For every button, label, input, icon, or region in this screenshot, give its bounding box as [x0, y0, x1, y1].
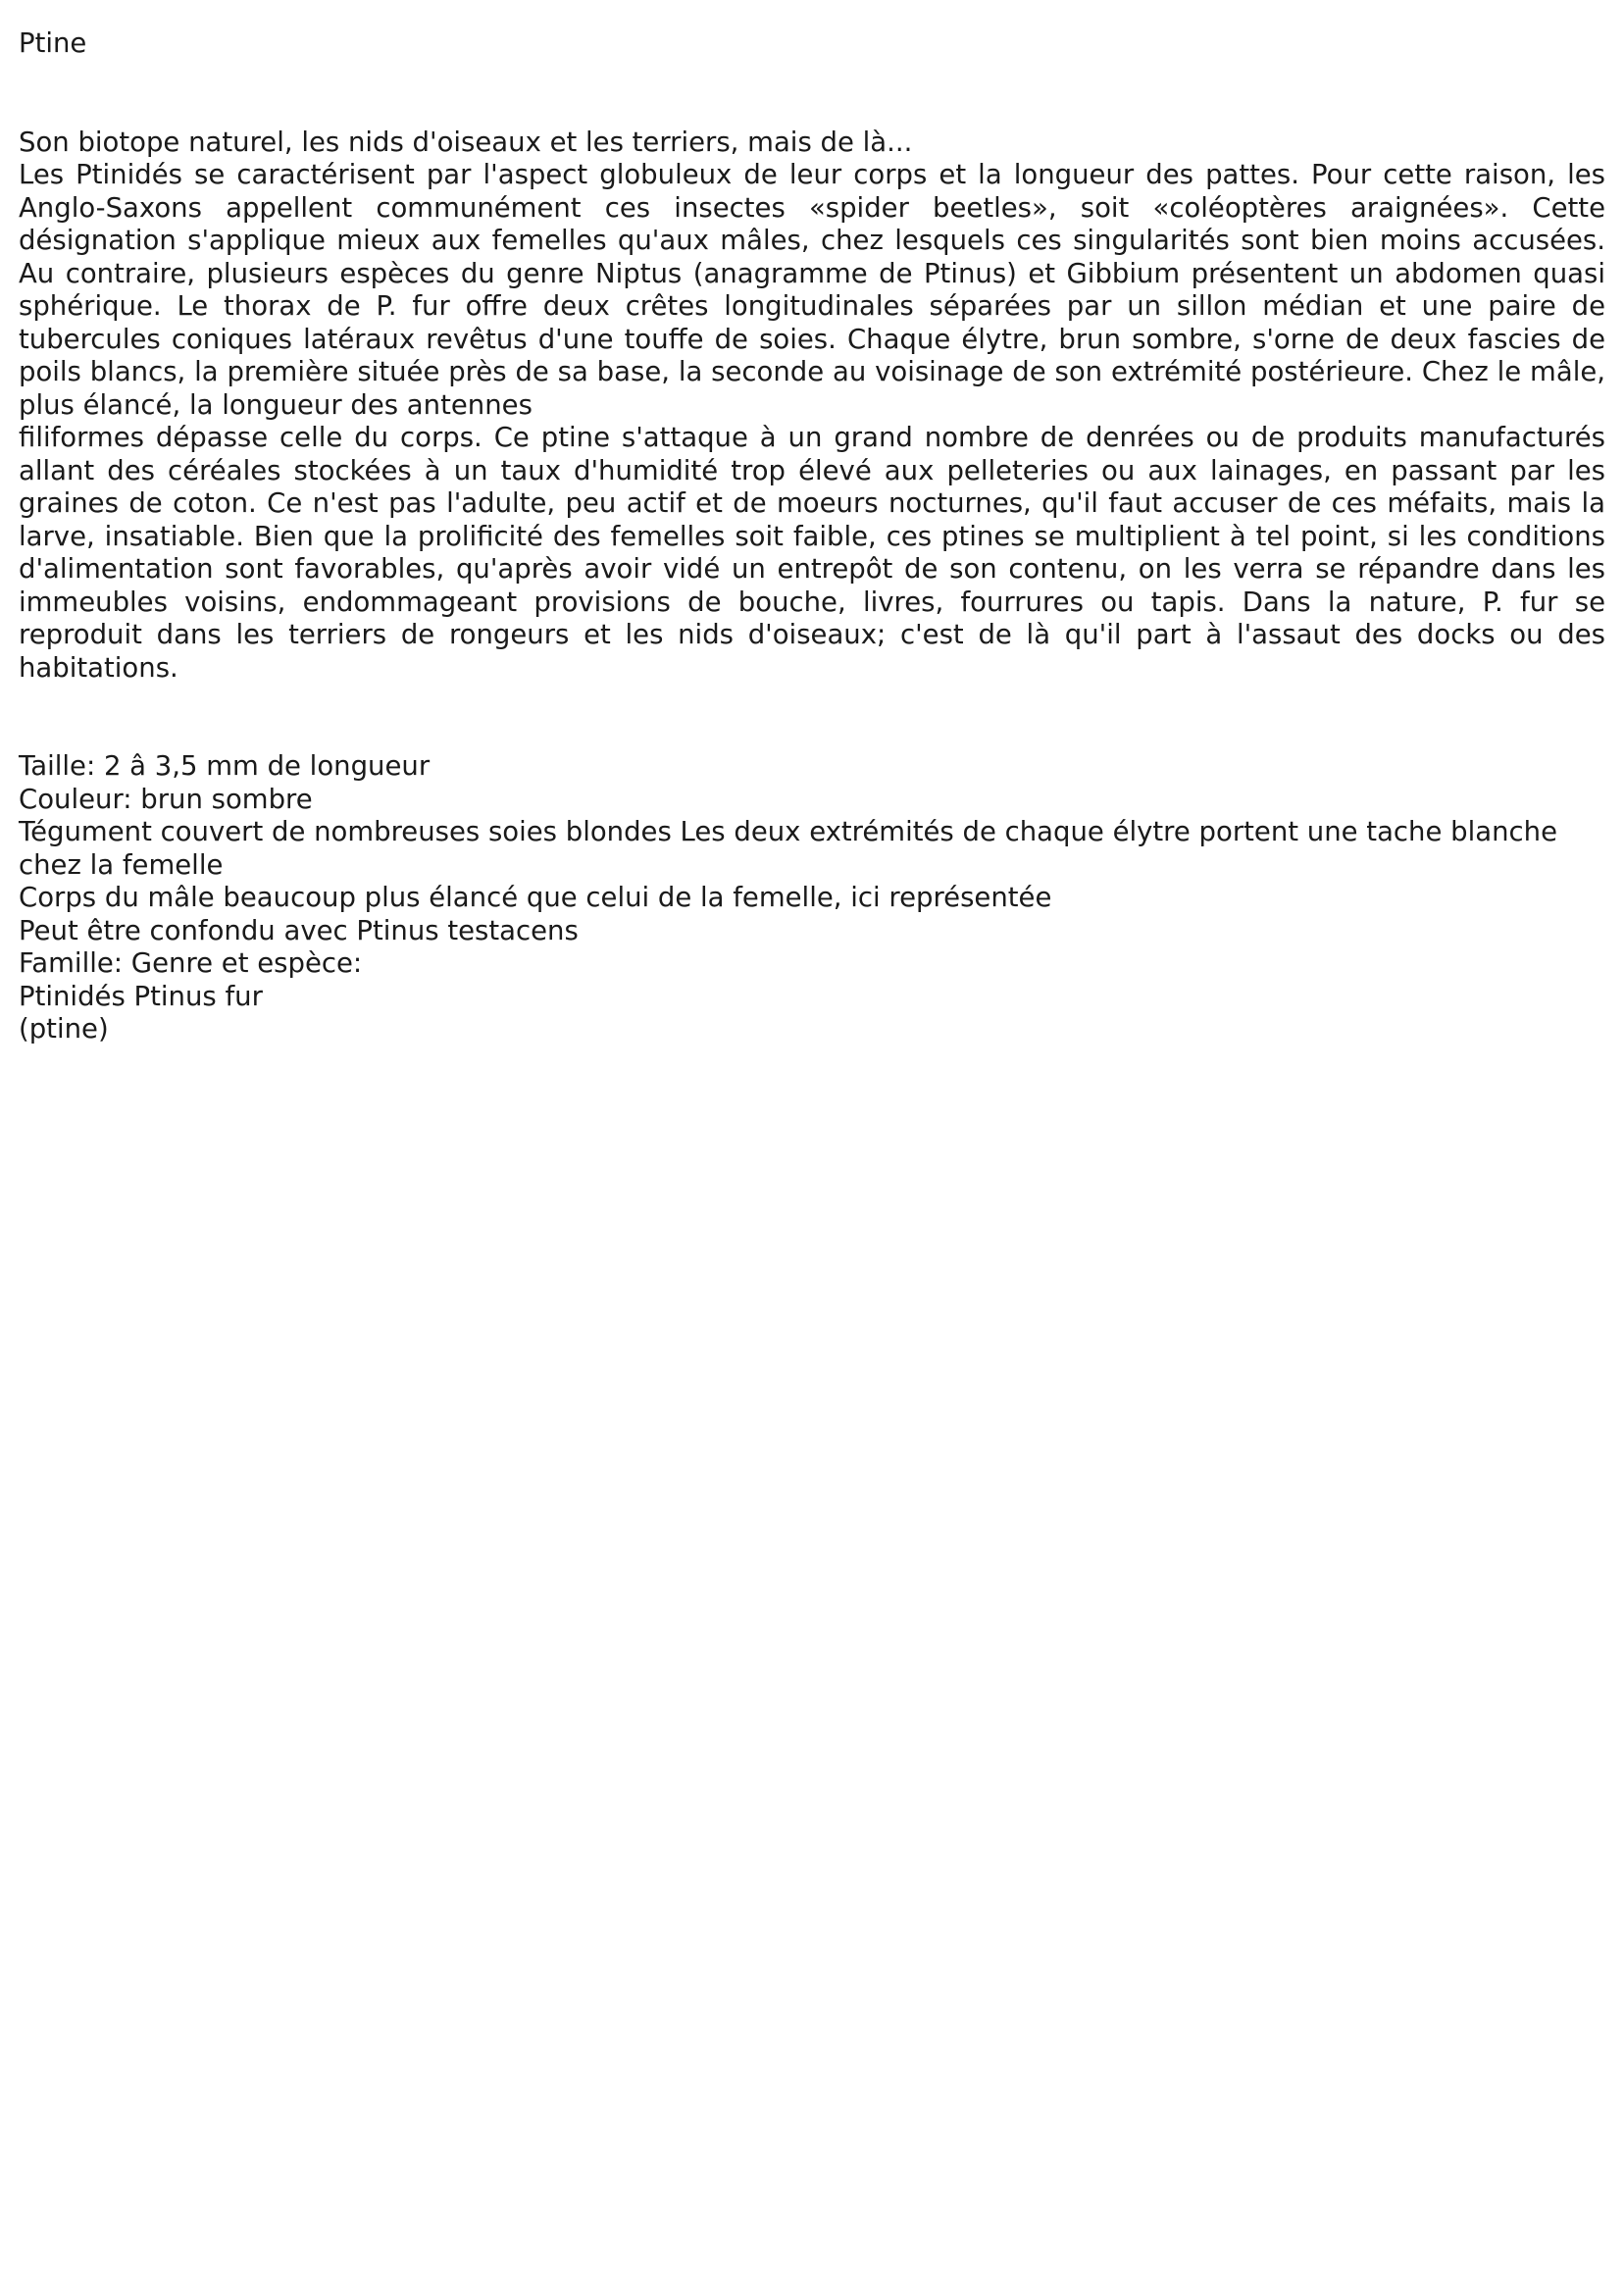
- fact-tegument: Tégument couvert de nombreuses soies blondes Les deux extrémités de chaque élytre portent une tache blanche chez la femelle: [19, 816, 1557, 881]
- fact-size: Taille: 2 â 3,5 mm de longueur: [19, 750, 431, 782]
- fact-color: Couleur: brun sombre: [19, 783, 313, 815]
- facts-list: [19, 750, 1605, 1046]
- fact-family-species: Ptinidés Ptinus fur: [19, 980, 263, 1012]
- body-paragraph-2: filiformes dépasse celle du corps. Ce ptine s'attaque à un grand nombre de denrées ou de produits manufacturés allant des céréales stockées à un taux d'humidité trop élevé aux pelleteries ou aux lainages, en passant par les graines de coton. Ce n'est pas l'adulte, peu actif et de moeurs nocturnes, qu'il faut accuser de ces méfaits, mais la larve, insatiable. Bien que la prolificité des femelles soit faible, ces ptines se multiplient à tel point, si les conditions d'alimentation sont favorables, qu'après avoir vidé un entrepôt de son contenu, on les verra se répandre dans les immeubles voisins, endommageant provisions de bouche, livres, fourrures ou tapis. Dans la nature, P. fur se reproduit dans les terriers de rongeurs et les nids d'oiseaux; c'est de là qu'il part à l'assaut des docks ou des habitations.: [19, 422, 1605, 684]
- spacer: [19, 685, 1605, 750]
- document-title: Ptine: [19, 27, 87, 59]
- intro-line: Son biotope naturel, les nids d'oiseaux et les terriers, mais de là...: [19, 126, 913, 158]
- body-paragraph-1: Les Ptinidés se caractérisent par l'aspect globuleux de leur corps et la longueur des pattes. Pour cette raison, les Anglo-Saxons appellent communément ces insectes «spider beetles», soit «coléoptères araignées». Cette désignation s'applique mieux aux femelles qu'aux mâles, chez lesquels ces singularités sont bien moins accusées. Au contraire, plusieurs espèces du genre Niptus (anagramme de Ptinus) et Gibbium présentent un abdomen quasi sphérique. Le thorax de P. fur offre deux crêtes longitudinales séparées par un sillon médian et une paire de tubercules coniques latéraux revêtus d'une touffe de soies. Chaque élytre, brun sombre, s'orne de deux fascies de poils blancs, la première située près de sa base, la seconde au voisinage de son extrémité postérieure. Chez le mâle, plus élancé, la longueur des antennes: [19, 159, 1605, 421]
- fact-male-body: Corps du mâle beaucoup plus élancé que celui de la femelle, ici représentée: [19, 882, 1052, 913]
- spacer: [19, 61, 1605, 127]
- document-page: [19, 27, 1605, 1046]
- fact-common-name: (ptine): [19, 1013, 109, 1045]
- fact-confusion: Peut être confondu avec Ptinus testacens: [19, 914, 579, 946]
- fact-family-header: Famille: Genre et espèce:: [19, 947, 363, 979]
